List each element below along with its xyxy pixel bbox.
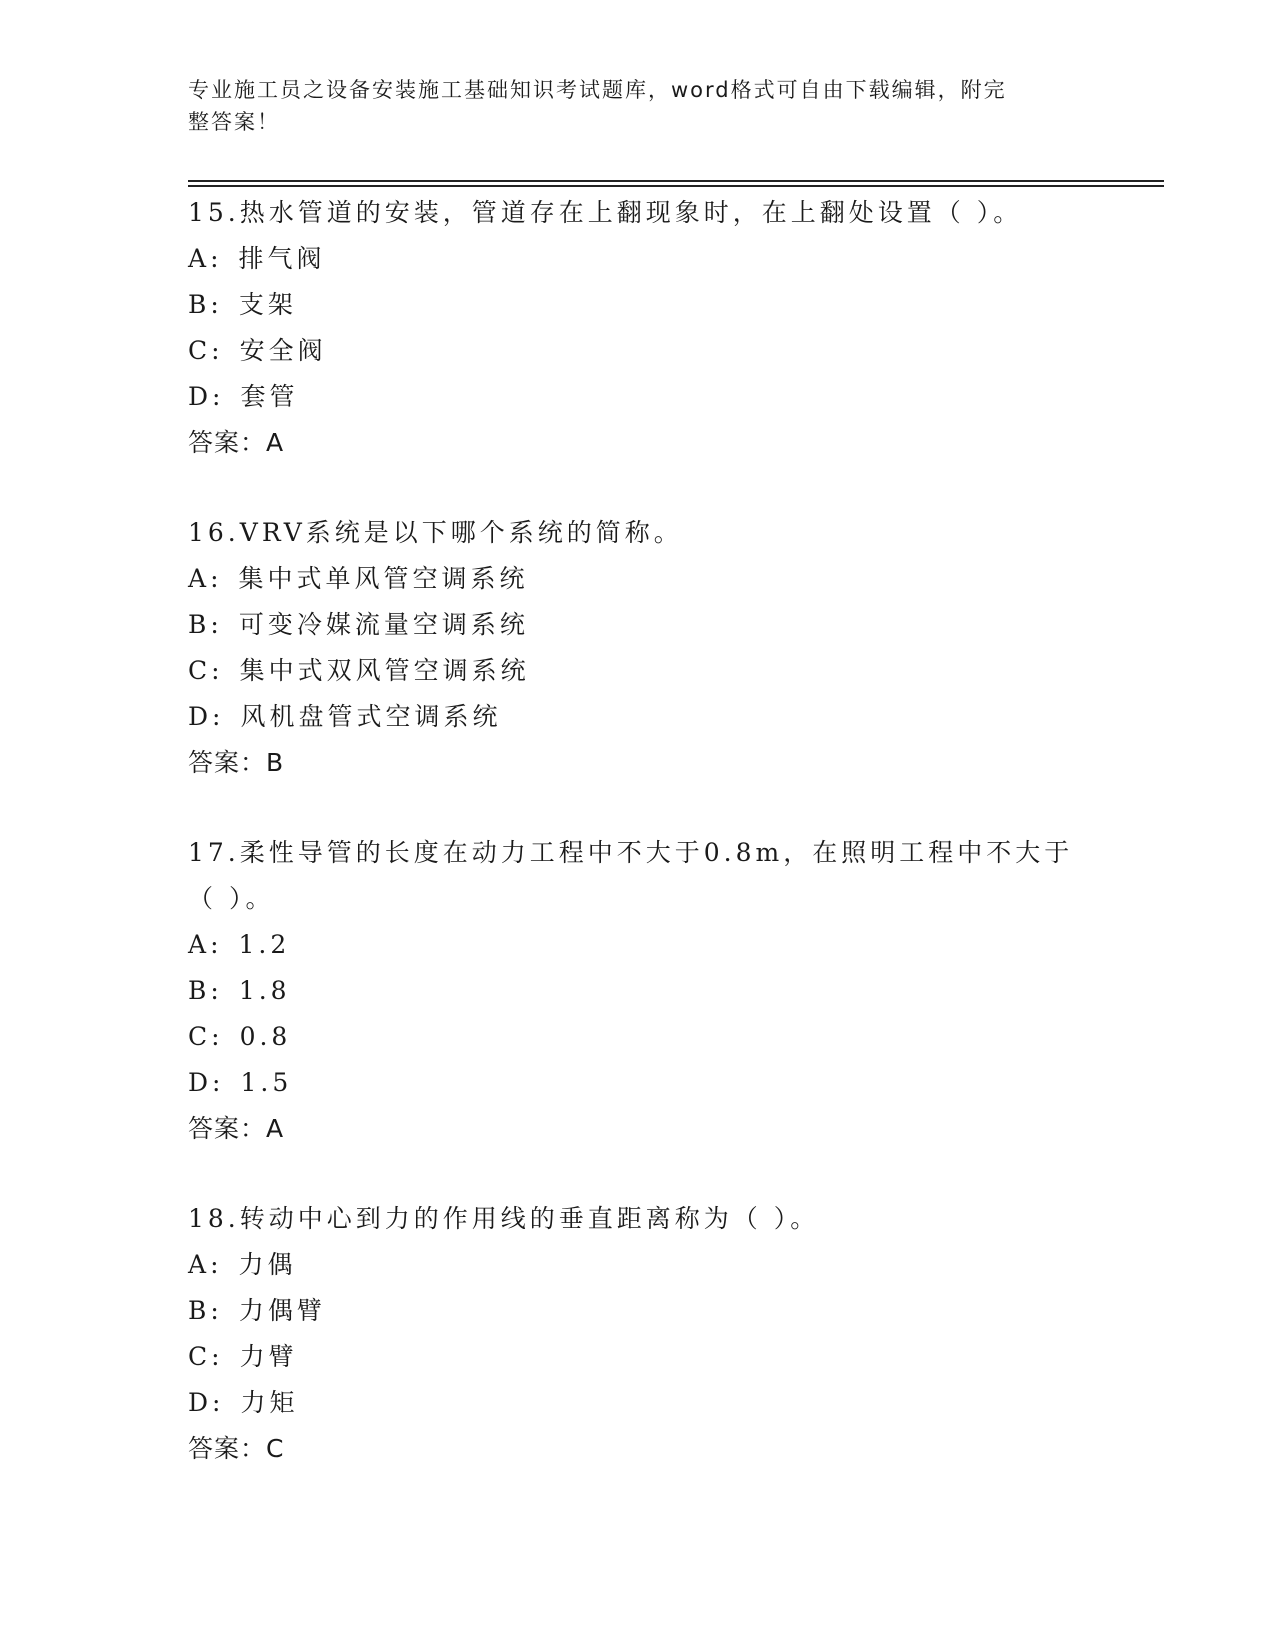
answer-line: 答案：A [188, 428, 285, 457]
option-letter: B [188, 610, 211, 639]
option-text: 集中式双风管空调系统 [239, 656, 530, 685]
option-d [188, 694, 1088, 740]
option-text: 力矩 [240, 1388, 299, 1417]
option-separator: : [210, 1296, 223, 1325]
option-text: 风机盘管式空调系统 [240, 702, 502, 731]
question-list [188, 190, 1088, 1516]
question-18 [188, 1196, 1088, 1472]
option-separator: : [210, 244, 223, 273]
option-separator: : [212, 702, 225, 731]
header-divider-bottom [188, 185, 1164, 187]
header-line-1: 专业施工员之设备安装施工基础知识考试题库，word格式可自由下载编辑，附完 [188, 78, 1007, 102]
question-text: 18.转动中心到力的作用线的垂直距离称为（ ）。 [188, 1204, 820, 1233]
option-a [188, 1242, 1088, 1288]
option-letter: B [188, 1296, 211, 1325]
option-b [188, 282, 1088, 328]
document-header [188, 74, 1068, 138]
option-c [188, 648, 1088, 694]
option-b [188, 1288, 1088, 1334]
option-separator: : [211, 1342, 224, 1371]
option-separator: : [211, 1022, 224, 1051]
question-text: 17.柔性导管的长度在动力工程中不大于0.8m，在照明工程中不大于（ ）。 [188, 838, 1074, 913]
option-separator: : [210, 1250, 223, 1279]
option-text: 力偶 [238, 1250, 297, 1279]
option-separator: : [211, 656, 224, 685]
option-letter: D [188, 1068, 213, 1097]
question-16 [188, 510, 1088, 786]
option-letter: C [188, 1342, 212, 1371]
header-divider-top [188, 180, 1164, 182]
option-separator: : [212, 1388, 225, 1417]
option-c [188, 1014, 1088, 1060]
answer-line: 答案：B [188, 748, 285, 777]
option-letter: C [188, 1022, 212, 1051]
option-d [188, 1060, 1088, 1106]
question-text: 16.VRV系统是以下哪个系统的简称。 [188, 518, 683, 547]
option-b [188, 602, 1088, 648]
header-line-2: 整答案！ [188, 110, 280, 134]
option-separator: : [210, 610, 223, 639]
option-text: 力臂 [239, 1342, 298, 1371]
question-17 [188, 830, 1088, 1152]
option-text: 套管 [240, 382, 299, 411]
option-text: 0.8 [239, 1022, 292, 1051]
option-text: 1.5 [240, 1068, 293, 1097]
question-text: 15.热水管道的安装，管道存在上翻现象时，在上翻处设置（ ）。 [188, 198, 1023, 227]
option-d [188, 374, 1088, 420]
option-separator: : [212, 1068, 225, 1097]
option-a [188, 236, 1088, 282]
option-letter: A [188, 244, 211, 273]
option-a [188, 556, 1088, 602]
option-c [188, 328, 1088, 374]
option-text: 排气阀 [238, 244, 326, 273]
option-separator: : [210, 290, 223, 319]
option-letter: D [188, 1388, 213, 1417]
option-letter: A [188, 930, 211, 959]
option-separator: : [212, 382, 225, 411]
option-text: 1.2 [238, 930, 291, 959]
option-letter: D [188, 382, 213, 411]
option-text: 支架 [238, 290, 297, 319]
option-text: 集中式单风管空调系统 [238, 564, 529, 593]
option-text: 安全阀 [239, 336, 327, 365]
option-b [188, 968, 1088, 1014]
option-text: 1.8 [238, 976, 291, 1005]
option-letter: D [188, 702, 213, 731]
option-separator: : [211, 336, 224, 365]
answer-line: 答案：C [188, 1434, 285, 1463]
option-letter: B [188, 290, 211, 319]
option-separator: : [210, 930, 223, 959]
option-c [188, 1334, 1088, 1380]
option-letter: A [188, 564, 211, 593]
option-d [188, 1380, 1088, 1426]
option-letter: B [188, 976, 211, 1005]
option-a [188, 922, 1088, 968]
answer-line: 答案：A [188, 1114, 285, 1143]
option-text: 力偶臂 [238, 1296, 326, 1325]
option-text: 可变冷媒流量空调系统 [238, 610, 529, 639]
option-letter: C [188, 656, 212, 685]
option-separator: : [210, 976, 223, 1005]
question-15 [188, 190, 1088, 466]
option-letter: A [188, 1250, 211, 1279]
option-separator: : [210, 564, 223, 593]
option-letter: C [188, 336, 212, 365]
